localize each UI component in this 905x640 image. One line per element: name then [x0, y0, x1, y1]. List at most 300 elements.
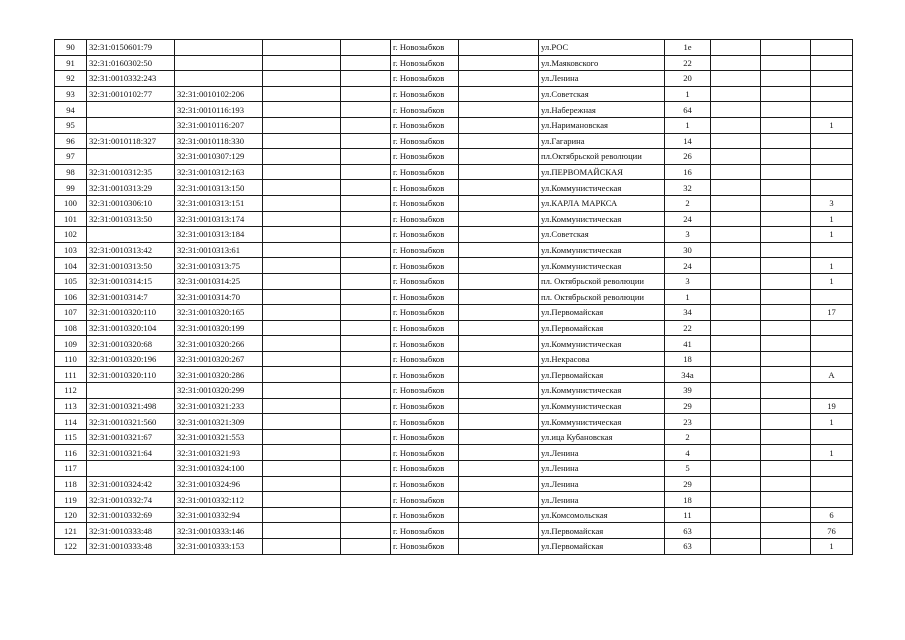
- empty-col-e-cell: [761, 55, 811, 71]
- cadastral-building-cell: 32:31:0010332:112: [175, 492, 263, 508]
- row-number-cell: 109: [55, 336, 87, 352]
- empty-col-d-cell: [711, 414, 761, 430]
- empty-col-d-cell: [711, 492, 761, 508]
- empty-col-b-cell: [341, 476, 391, 492]
- empty-col-a-cell: [263, 211, 341, 227]
- cadastral-land-cell: 32:31:0010321:498: [87, 398, 175, 414]
- cadastral-land-cell: 32:31:0010320:104: [87, 320, 175, 336]
- cadastral-land-cell: 32:31:0010312:35: [87, 164, 175, 180]
- house-number-cell: 63: [665, 523, 711, 539]
- empty-col-d-cell: [711, 149, 761, 165]
- table-row: [55, 336, 853, 352]
- row-number-cell: 120: [55, 507, 87, 523]
- house-number-cell: 1: [665, 86, 711, 102]
- street-cell: ул.Ленина: [539, 492, 665, 508]
- house-number-cell: 32: [665, 180, 711, 196]
- city-cell: г. Новозыбков: [391, 539, 459, 555]
- cadastral-land-cell: [87, 227, 175, 243]
- cadastral-land-cell: 32:31:0010306:10: [87, 195, 175, 211]
- empty-col-d-cell: [711, 305, 761, 321]
- row-number-cell: 119: [55, 492, 87, 508]
- empty-col-c-cell: [459, 461, 539, 477]
- cadastral-land-cell: [87, 102, 175, 118]
- empty-col-e-cell: [761, 398, 811, 414]
- street-cell: ул.РОС: [539, 40, 665, 56]
- cadastral-building-cell: [175, 55, 263, 71]
- empty-col-d-cell: [711, 507, 761, 523]
- extra-number-cell: А: [811, 367, 853, 383]
- empty-col-a-cell: [263, 117, 341, 133]
- empty-col-b-cell: [341, 86, 391, 102]
- street-cell: ул.Первомайская: [539, 367, 665, 383]
- empty-col-c-cell: [459, 71, 539, 87]
- house-number-cell: 4: [665, 445, 711, 461]
- row-number-cell: 118: [55, 476, 87, 492]
- street-cell: ул.Гагарина: [539, 133, 665, 149]
- empty-col-a-cell: [263, 133, 341, 149]
- cadastral-land-cell: 32:31:0010118:327: [87, 133, 175, 149]
- empty-col-e-cell: [761, 164, 811, 180]
- empty-col-a-cell: [263, 351, 341, 367]
- empty-col-a-cell: [263, 102, 341, 118]
- extra-number-cell: [811, 55, 853, 71]
- table-row: [55, 445, 853, 461]
- empty-col-e-cell: [761, 149, 811, 165]
- empty-col-a-cell: [263, 273, 341, 289]
- empty-col-e-cell: [761, 429, 811, 445]
- table-row: [55, 117, 853, 133]
- cadastral-building-cell: 32:31:0010313:174: [175, 211, 263, 227]
- street-cell: ул.Советская: [539, 86, 665, 102]
- extra-number-cell: 19: [811, 398, 853, 414]
- table-row: [55, 539, 853, 555]
- cadastral-land-cell: 32:31:0010313:50: [87, 211, 175, 227]
- empty-col-b-cell: [341, 507, 391, 523]
- row-number-cell: 101: [55, 211, 87, 227]
- house-number-cell: 39: [665, 383, 711, 399]
- house-number-cell: 34: [665, 305, 711, 321]
- table-row: [55, 507, 853, 523]
- row-number-cell: 103: [55, 242, 87, 258]
- city-cell: г. Новозыбков: [391, 40, 459, 56]
- table-row: [55, 414, 853, 430]
- house-number-cell: 18: [665, 351, 711, 367]
- empty-col-d-cell: [711, 476, 761, 492]
- empty-col-d-cell: [711, 55, 761, 71]
- cadastral-building-cell: 32:31:0010313:150: [175, 180, 263, 196]
- house-number-cell: 23: [665, 414, 711, 430]
- empty-col-e-cell: [761, 71, 811, 87]
- cadastral-building-cell: 32:31:0010321:233: [175, 398, 263, 414]
- empty-col-d-cell: [711, 351, 761, 367]
- empty-col-c-cell: [459, 227, 539, 243]
- cadastral-building-cell: 32:31:0010314:70: [175, 289, 263, 305]
- house-number-cell: 29: [665, 398, 711, 414]
- city-cell: г. Новозыбков: [391, 445, 459, 461]
- empty-col-d-cell: [711, 429, 761, 445]
- street-cell: ул.Ленина: [539, 445, 665, 461]
- empty-col-e-cell: [761, 383, 811, 399]
- empty-col-c-cell: [459, 289, 539, 305]
- city-cell: г. Новозыбков: [391, 461, 459, 477]
- street-cell: ул.Некрасова: [539, 351, 665, 367]
- city-cell: г. Новозыбков: [391, 320, 459, 336]
- empty-col-a-cell: [263, 305, 341, 321]
- house-number-cell: 26: [665, 149, 711, 165]
- empty-col-c-cell: [459, 164, 539, 180]
- row-number-cell: 102: [55, 227, 87, 243]
- empty-col-a-cell: [263, 227, 341, 243]
- house-number-cell: 22: [665, 55, 711, 71]
- empty-col-b-cell: [341, 492, 391, 508]
- extra-number-cell: 1: [811, 445, 853, 461]
- empty-col-c-cell: [459, 273, 539, 289]
- table-row: [55, 102, 853, 118]
- city-cell: г. Новозыбков: [391, 289, 459, 305]
- empty-col-b-cell: [341, 523, 391, 539]
- empty-col-c-cell: [459, 367, 539, 383]
- row-number-cell: 117: [55, 461, 87, 477]
- empty-col-a-cell: [263, 461, 341, 477]
- street-cell: ул.Коммунистическая: [539, 211, 665, 227]
- empty-col-b-cell: [341, 149, 391, 165]
- row-number-cell: 108: [55, 320, 87, 336]
- street-cell: ул.Коммунистическая: [539, 336, 665, 352]
- empty-col-b-cell: [341, 429, 391, 445]
- empty-col-e-cell: [761, 40, 811, 56]
- empty-col-c-cell: [459, 86, 539, 102]
- cadastral-land-cell: 32:31:0150601:79: [87, 40, 175, 56]
- empty-col-b-cell: [341, 273, 391, 289]
- row-number-cell: 122: [55, 539, 87, 555]
- street-cell: ул.Советская: [539, 227, 665, 243]
- empty-col-a-cell: [263, 149, 341, 165]
- city-cell: г. Новозыбков: [391, 383, 459, 399]
- empty-col-a-cell: [263, 398, 341, 414]
- empty-col-c-cell: [459, 445, 539, 461]
- empty-col-b-cell: [341, 180, 391, 196]
- cadastral-building-cell: 32:31:0010324:96: [175, 476, 263, 492]
- extra-number-cell: [811, 102, 853, 118]
- table-row: [55, 211, 853, 227]
- city-cell: г. Новозыбков: [391, 398, 459, 414]
- row-number-cell: 110: [55, 351, 87, 367]
- city-cell: г. Новозыбков: [391, 242, 459, 258]
- city-cell: г. Новозыбков: [391, 273, 459, 289]
- cadastral-building-cell: [175, 40, 263, 56]
- empty-col-d-cell: [711, 445, 761, 461]
- row-number-cell: 106: [55, 289, 87, 305]
- empty-col-e-cell: [761, 133, 811, 149]
- empty-col-d-cell: [711, 273, 761, 289]
- empty-col-a-cell: [263, 86, 341, 102]
- cadastral-land-cell: 32:31:0010321:67: [87, 429, 175, 445]
- house-number-cell: 5: [665, 461, 711, 477]
- empty-col-e-cell: [761, 476, 811, 492]
- cadastral-building-cell: 32:31:0010320:165: [175, 305, 263, 321]
- empty-col-b-cell: [341, 133, 391, 149]
- cadastral-building-cell: 32:31:0010313:151: [175, 195, 263, 211]
- city-cell: г. Новозыбков: [391, 492, 459, 508]
- empty-col-c-cell: [459, 476, 539, 492]
- table-row: [55, 273, 853, 289]
- extra-number-cell: [811, 71, 853, 87]
- empty-col-d-cell: [711, 242, 761, 258]
- city-cell: г. Новозыбков: [391, 71, 459, 87]
- city-cell: г. Новозыбков: [391, 180, 459, 196]
- extra-number-cell: [811, 383, 853, 399]
- city-cell: г. Новозыбков: [391, 211, 459, 227]
- empty-col-c-cell: [459, 320, 539, 336]
- city-cell: г. Новозыбков: [391, 149, 459, 165]
- empty-col-a-cell: [263, 383, 341, 399]
- row-number-cell: 114: [55, 414, 87, 430]
- empty-col-c-cell: [459, 149, 539, 165]
- empty-col-c-cell: [459, 414, 539, 430]
- house-number-cell: 2: [665, 429, 711, 445]
- table-row: [55, 351, 853, 367]
- house-number-cell: 24: [665, 258, 711, 274]
- cadastral-building-cell: 32:31:0010324:100: [175, 461, 263, 477]
- empty-col-c-cell: [459, 40, 539, 56]
- cadastral-building-cell: 32:31:0010333:153: [175, 539, 263, 555]
- empty-col-b-cell: [341, 461, 391, 477]
- cadastral-building-cell: 32:31:0010332:94: [175, 507, 263, 523]
- city-cell: г. Новозыбков: [391, 55, 459, 71]
- empty-col-b-cell: [341, 351, 391, 367]
- house-number-cell: 20: [665, 71, 711, 87]
- city-cell: г. Новозыбков: [391, 367, 459, 383]
- empty-col-c-cell: [459, 102, 539, 118]
- city-cell: г. Новозыбков: [391, 195, 459, 211]
- empty-col-d-cell: [711, 71, 761, 87]
- street-cell: ул.ица Кубановская: [539, 429, 665, 445]
- cadastral-land-cell: 32:31:0010324:42: [87, 476, 175, 492]
- street-cell: ул.Коммунистическая: [539, 398, 665, 414]
- cadastral-land-cell: 32:31:0010313:50: [87, 258, 175, 274]
- street-cell: пл.Октябрьской революции: [539, 149, 665, 165]
- city-cell: г. Новозыбков: [391, 102, 459, 118]
- empty-col-d-cell: [711, 289, 761, 305]
- empty-col-c-cell: [459, 117, 539, 133]
- empty-col-b-cell: [341, 117, 391, 133]
- empty-col-b-cell: [341, 211, 391, 227]
- row-number-cell: 105: [55, 273, 87, 289]
- registry-body: [55, 40, 853, 555]
- cadastral-land-cell: 32:31:0010333:48: [87, 539, 175, 555]
- empty-col-b-cell: [341, 164, 391, 180]
- house-number-cell: 16: [665, 164, 711, 180]
- cadastral-land-cell: 32:31:0010320:196: [87, 351, 175, 367]
- table-row: [55, 398, 853, 414]
- row-number-cell: 95: [55, 117, 87, 133]
- table-row: [55, 367, 853, 383]
- cadastral-land-cell: 32:31:0010320:110: [87, 367, 175, 383]
- empty-col-c-cell: [459, 195, 539, 211]
- cadastral-land-cell: 32:31:0010314:7: [87, 289, 175, 305]
- extra-number-cell: 6: [811, 507, 853, 523]
- city-cell: г. Новозыбков: [391, 476, 459, 492]
- cadastral-building-cell: 32:31:0010333:146: [175, 523, 263, 539]
- street-cell: ул.КАРЛА МАРКСА: [539, 195, 665, 211]
- empty-col-b-cell: [341, 305, 391, 321]
- row-number-cell: 113: [55, 398, 87, 414]
- empty-col-e-cell: [761, 320, 811, 336]
- extra-number-cell: 1: [811, 539, 853, 555]
- cadastral-building-cell: 32:31:0010313:184: [175, 227, 263, 243]
- table-row: [55, 523, 853, 539]
- street-cell: ул.Первомайская: [539, 320, 665, 336]
- extra-number-cell: [811, 461, 853, 477]
- empty-col-c-cell: [459, 507, 539, 523]
- empty-col-a-cell: [263, 476, 341, 492]
- empty-col-b-cell: [341, 383, 391, 399]
- row-number-cell: 90: [55, 40, 87, 56]
- empty-col-d-cell: [711, 383, 761, 399]
- extra-number-cell: 1: [811, 414, 853, 430]
- empty-col-c-cell: [459, 180, 539, 196]
- empty-col-b-cell: [341, 258, 391, 274]
- empty-col-d-cell: [711, 367, 761, 383]
- cadastral-land-cell: 32:31:0160302:50: [87, 55, 175, 71]
- city-cell: г. Новозыбков: [391, 258, 459, 274]
- empty-col-e-cell: [761, 367, 811, 383]
- cadastral-building-cell: 32:31:0010321:93: [175, 445, 263, 461]
- street-cell: ул.ПЕРВОМАЙСКАЯ: [539, 164, 665, 180]
- row-number-cell: 97: [55, 149, 87, 165]
- table-row: [55, 429, 853, 445]
- extra-number-cell: [811, 242, 853, 258]
- extra-number-cell: [811, 180, 853, 196]
- cadastral-land-cell: 32:31:0010320:110: [87, 305, 175, 321]
- extra-number-cell: 1: [811, 273, 853, 289]
- cadastral-land-cell: 32:31:0010314:15: [87, 273, 175, 289]
- city-cell: г. Новозыбков: [391, 429, 459, 445]
- cadastral-land-cell: [87, 149, 175, 165]
- extra-number-cell: 17: [811, 305, 853, 321]
- empty-col-e-cell: [761, 273, 811, 289]
- empty-col-e-cell: [761, 336, 811, 352]
- extra-number-cell: [811, 40, 853, 56]
- empty-col-e-cell: [761, 289, 811, 305]
- city-cell: г. Новозыбков: [391, 414, 459, 430]
- house-number-cell: 63: [665, 539, 711, 555]
- empty-col-a-cell: [263, 445, 341, 461]
- empty-col-c-cell: [459, 523, 539, 539]
- empty-col-b-cell: [341, 414, 391, 430]
- empty-col-d-cell: [711, 398, 761, 414]
- empty-col-a-cell: [263, 429, 341, 445]
- empty-col-b-cell: [341, 445, 391, 461]
- empty-col-c-cell: [459, 242, 539, 258]
- table-row: [55, 195, 853, 211]
- city-cell: г. Новозыбков: [391, 164, 459, 180]
- empty-col-a-cell: [263, 367, 341, 383]
- city-cell: г. Новозыбков: [391, 336, 459, 352]
- empty-col-e-cell: [761, 414, 811, 430]
- cadastral-land-cell: 32:31:0010332:69: [87, 507, 175, 523]
- table-row: [55, 227, 853, 243]
- cadastral-building-cell: 32:31:0010320:199: [175, 320, 263, 336]
- cadastral-land-cell: 32:31:0010313:42: [87, 242, 175, 258]
- street-cell: ул.Маяковского: [539, 55, 665, 71]
- registry-table: [54, 39, 853, 555]
- extra-number-cell: [811, 289, 853, 305]
- empty-col-a-cell: [263, 258, 341, 274]
- empty-col-e-cell: [761, 305, 811, 321]
- empty-col-b-cell: [341, 40, 391, 56]
- cadastral-land-cell: 32:31:0010332:74: [87, 492, 175, 508]
- extra-number-cell: [811, 336, 853, 352]
- street-cell: ул.Набережная: [539, 102, 665, 118]
- empty-col-e-cell: [761, 445, 811, 461]
- empty-col-e-cell: [761, 227, 811, 243]
- house-number-cell: 34а: [665, 367, 711, 383]
- house-number-cell: 3: [665, 273, 711, 289]
- row-number-cell: 115: [55, 429, 87, 445]
- house-number-cell: 14: [665, 133, 711, 149]
- empty-col-c-cell: [459, 429, 539, 445]
- table-row: [55, 383, 853, 399]
- empty-col-a-cell: [263, 289, 341, 305]
- empty-col-a-cell: [263, 507, 341, 523]
- street-cell: ул.Ленина: [539, 461, 665, 477]
- cadastral-building-cell: 32:31:0010313:75: [175, 258, 263, 274]
- empty-col-d-cell: [711, 461, 761, 477]
- table-row: [55, 71, 853, 87]
- cadastral-land-cell: [87, 117, 175, 133]
- empty-col-e-cell: [761, 523, 811, 539]
- extra-number-cell: [811, 429, 853, 445]
- extra-number-cell: 1: [811, 258, 853, 274]
- empty-col-b-cell: [341, 71, 391, 87]
- row-number-cell: 112: [55, 383, 87, 399]
- cadastral-building-cell: 32:31:0010312:163: [175, 164, 263, 180]
- row-number-cell: 93: [55, 86, 87, 102]
- cadastral-land-cell: 32:31:0010321:64: [87, 445, 175, 461]
- extra-number-cell: 1: [811, 117, 853, 133]
- cadastral-land-cell: 32:31:0010321:560: [87, 414, 175, 430]
- extra-number-cell: 76: [811, 523, 853, 539]
- empty-col-b-cell: [341, 289, 391, 305]
- empty-col-d-cell: [711, 102, 761, 118]
- extra-number-cell: 1: [811, 211, 853, 227]
- extra-number-cell: [811, 164, 853, 180]
- table-row: [55, 492, 853, 508]
- empty-col-a-cell: [263, 320, 341, 336]
- cadastral-building-cell: 32:31:0010313:61: [175, 242, 263, 258]
- empty-col-e-cell: [761, 258, 811, 274]
- cadastral-building-cell: 32:31:0010321:309: [175, 414, 263, 430]
- table-row: [55, 133, 853, 149]
- house-number-cell: 2: [665, 195, 711, 211]
- row-number-cell: 98: [55, 164, 87, 180]
- table-row: [55, 86, 853, 102]
- street-cell: ул.Коммунистическая: [539, 258, 665, 274]
- row-number-cell: 104: [55, 258, 87, 274]
- empty-col-a-cell: [263, 492, 341, 508]
- row-number-cell: 116: [55, 445, 87, 461]
- extra-number-cell: [811, 320, 853, 336]
- empty-col-b-cell: [341, 320, 391, 336]
- cadastral-building-cell: 32:31:0010118:330: [175, 133, 263, 149]
- cadastral-building-cell: 32:31:0010307:129: [175, 149, 263, 165]
- cadastral-building-cell: 32:31:0010320:267: [175, 351, 263, 367]
- cadastral-land-cell: 32:31:0010102:77: [87, 86, 175, 102]
- street-cell: ул.Первомайская: [539, 523, 665, 539]
- empty-col-a-cell: [263, 195, 341, 211]
- cadastral-building-cell: 32:31:0010321:553: [175, 429, 263, 445]
